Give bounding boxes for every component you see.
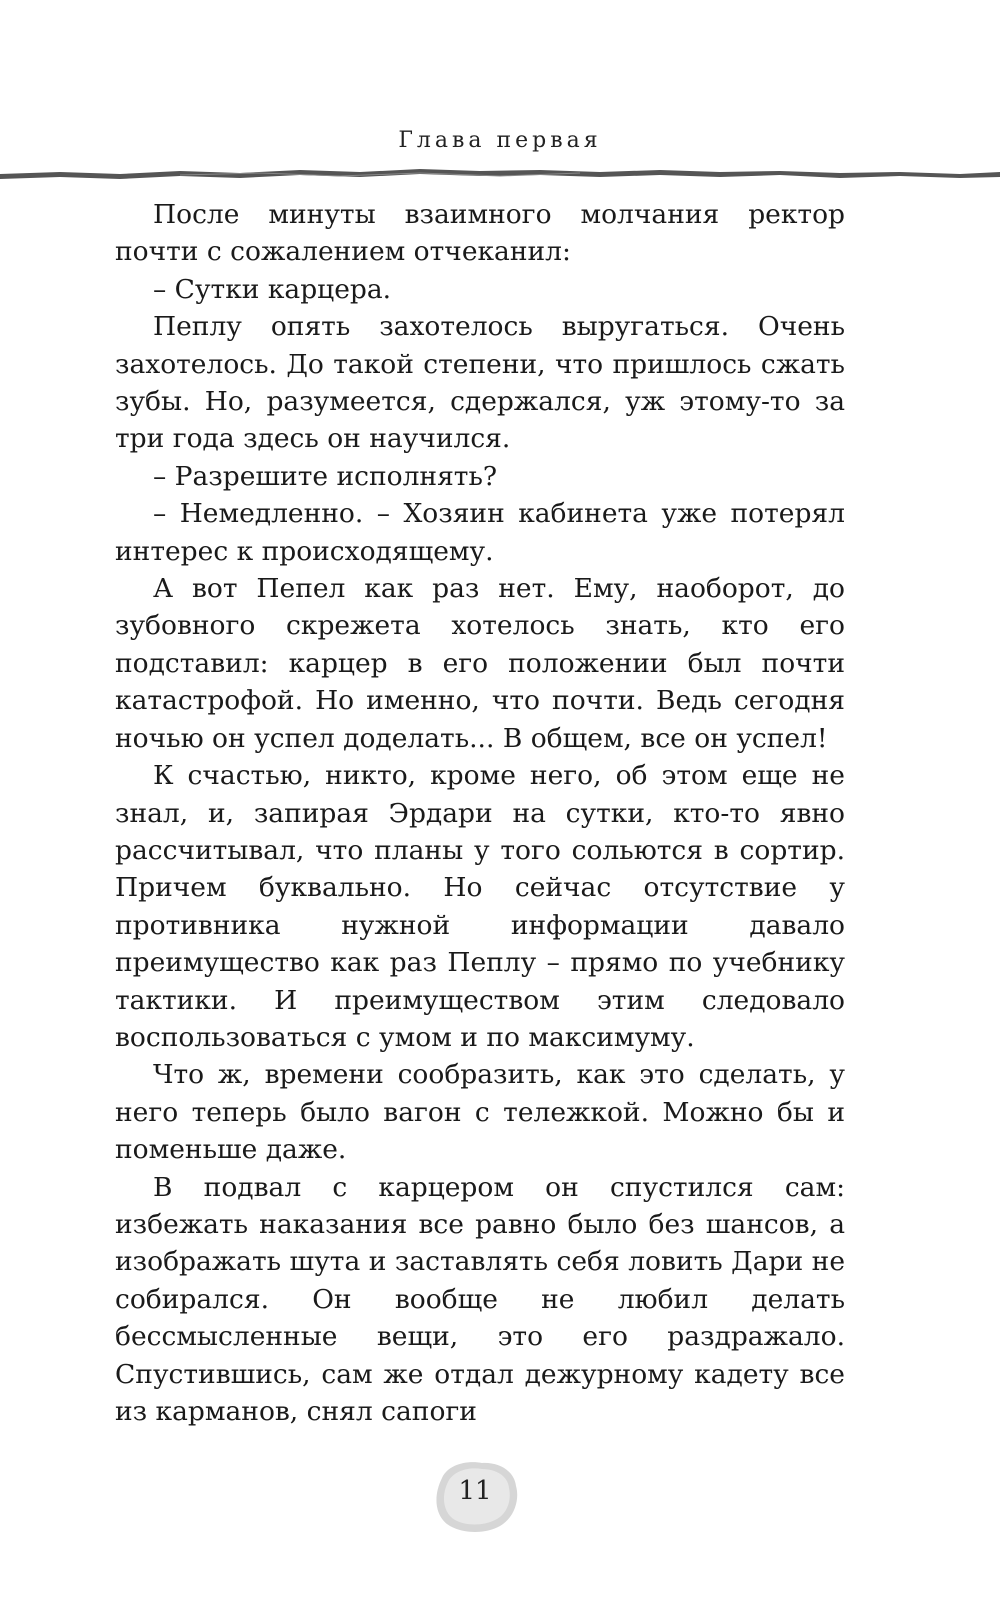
paragraph: – Разрешите исполнять? [153,460,498,492]
paragraph: – Сутки карцера. [153,273,392,305]
paragraph: Что ж, времени сообразить, как это сделать, у него теперь было вагон с тележкой. Можно бы и поменьше даже. [115,1059,845,1166]
paragraph: После минуты взаимного молчания ректор почти с сожалением отчеканил: [115,199,845,268]
chapter-header [0,120,1000,190]
body-text [115,196,845,1430]
chapter-title: Глава первая [398,128,602,153]
page-number-badge [430,1458,520,1536]
paragraph: – Немедленно. – Хозяин кабинета уже потерял интерес к происходящему. [115,498,845,567]
page-number: 11 [458,1476,492,1506]
paragraph: А вот Пепел как раз нет. Ему, наоборот, до зубовного скрежета хотелось знать, кто его подставил: карцер в его положении был почти катастрофой. Но именно, что почти. Ведь сегодня ночью он успел доделать... В общем, все он успел! [115,573,845,754]
decorative-rule [0,160,1000,184]
paragraph: К счастью, никто, кроме него, об этом еще не знал, и, запирая Эрдари на сутки, кто-то явно рассчитывал, что планы у того сольются в сортир. Причем буквально. Но сейчас отсутствие у противника нужной информации давало преимущество как раз Пеплу – прямо по учебнику тактики. И преимуществом этим следовало воспользоваться с умом и по максимуму. [115,760,845,1053]
paragraph: Пеплу опять захотелось выругаться. Очень захотелось. До такой степени, что пришлось сжать зубы. Но, разумеется, сдержался, уж этому-то за три года здесь он научился. [115,311,845,455]
paragraph: В подвал с карцером он спустился сам: избежать наказания все равно было без шансов, а изображать шута и заставлять себя ловить Дари не собирался. Он вообще не любил делать бессмысленные вещи, это его раздражало. Спустившись, сам же отдал дежурному кадету все из карманов, снял сапоги [115,1171,845,1427]
